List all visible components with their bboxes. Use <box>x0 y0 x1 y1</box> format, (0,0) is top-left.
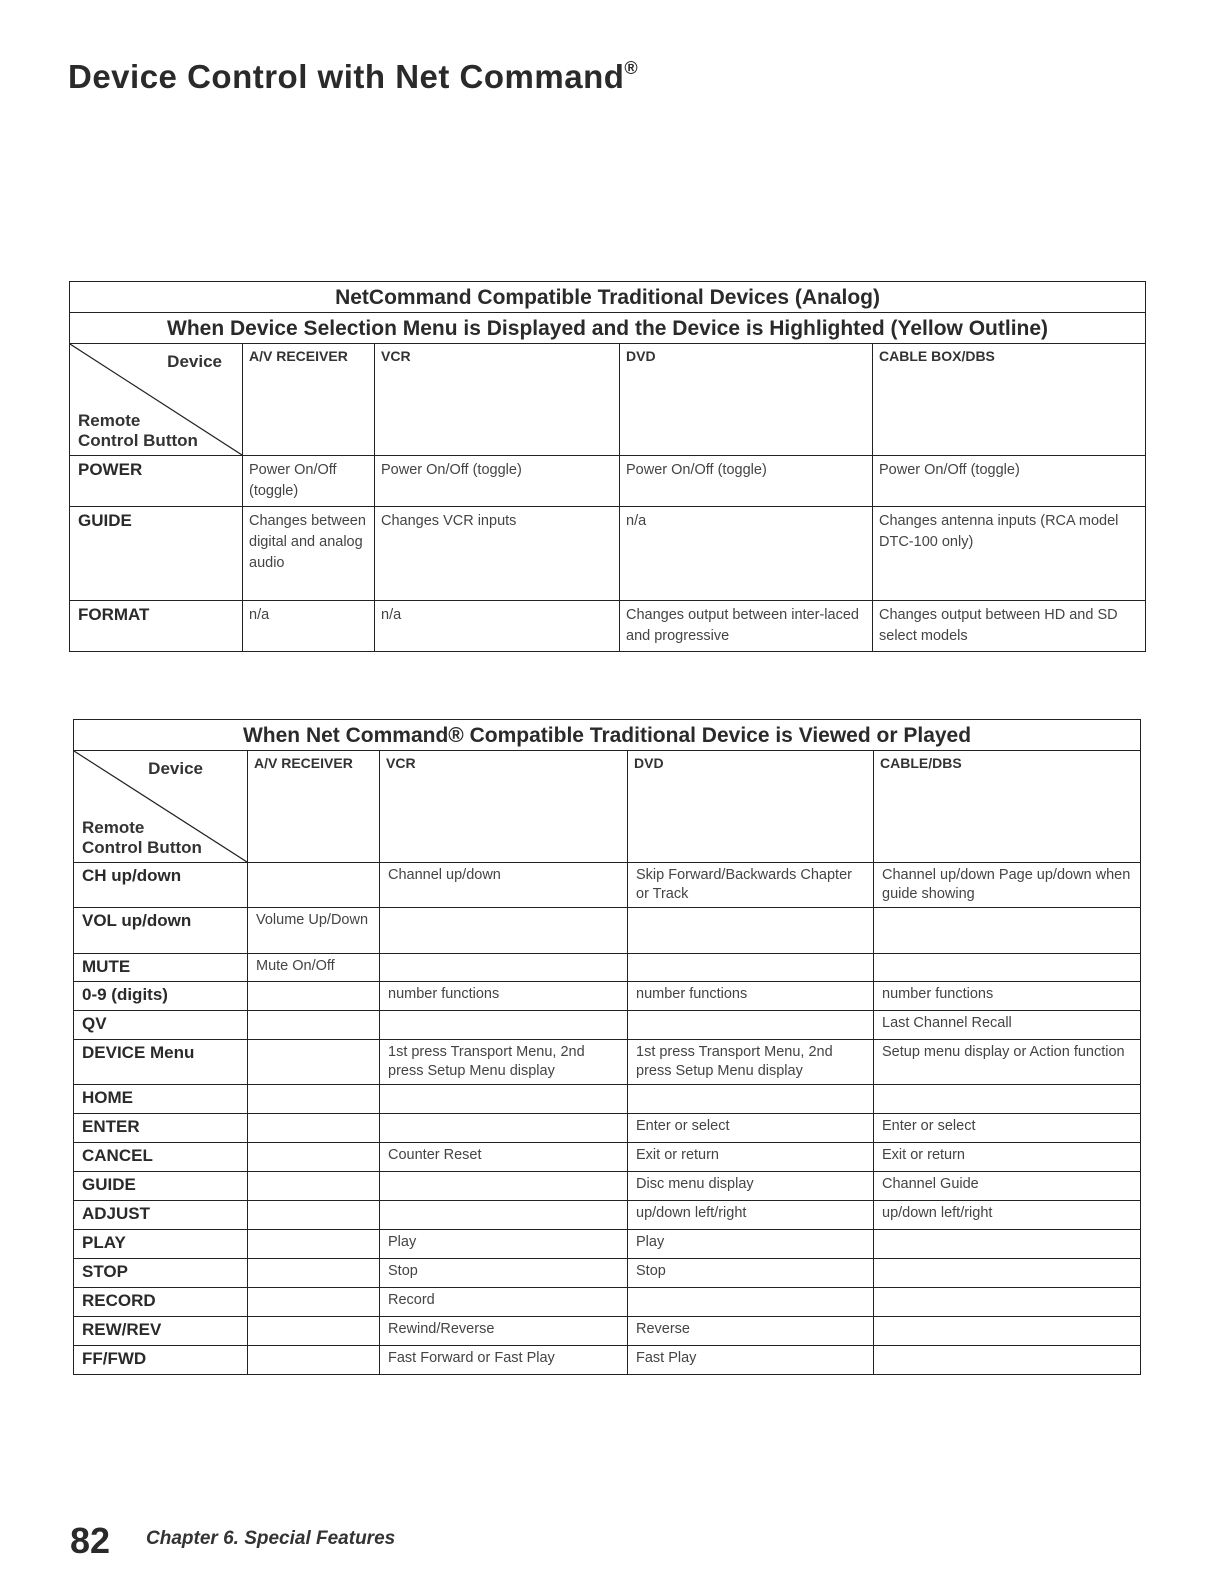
table-cell <box>874 1288 1141 1317</box>
row-label: POWER <box>70 456 243 507</box>
table-cell: Enter or select <box>874 1114 1141 1143</box>
table-cell <box>248 1346 380 1375</box>
table-row <box>74 1288 1141 1317</box>
table-cell <box>628 1085 874 1114</box>
row-label: FORMAT <box>70 601 243 652</box>
table-cell: 1st press Transport Menu, 2nd press Setup Menu display <box>628 1040 874 1085</box>
table-row <box>74 982 1141 1011</box>
registered-mark: ® <box>624 58 639 78</box>
table-row <box>74 954 1141 982</box>
table-cell: up/down left/right <box>628 1201 874 1230</box>
chapter-label: Chapter 6. Special Features <box>146 1528 396 1549</box>
table-cell: Exit or return <box>874 1143 1141 1172</box>
table-cell: Disc menu display <box>628 1172 874 1201</box>
table-cell <box>248 1259 380 1288</box>
table-cell <box>380 1201 628 1230</box>
table2-corner-cell <box>74 751 248 863</box>
table-cell <box>380 1114 628 1143</box>
row-label: CH up/down <box>74 863 248 908</box>
table-cell <box>380 1085 628 1114</box>
analog-devices-table <box>69 281 1146 652</box>
table-cell <box>874 1346 1141 1375</box>
page-title-text: Device Control with Net Command <box>68 58 625 95</box>
table-cell <box>874 1259 1141 1288</box>
table-cell <box>248 1114 380 1143</box>
table-cell <box>380 1011 628 1040</box>
table-row <box>74 1143 1141 1172</box>
table-cell: 1st press Transport Menu, 2nd press Setup Menu display <box>380 1040 628 1085</box>
table-cell: n/a <box>620 507 873 601</box>
table-cell <box>248 1040 380 1085</box>
corner-device-label: Device <box>148 759 203 778</box>
table-cell <box>874 1317 1141 1346</box>
table-row <box>74 1085 1141 1114</box>
table2-col-av-receiver: A/V RECEIVER <box>248 751 380 863</box>
table-cell: Stop <box>380 1259 628 1288</box>
table-cell <box>248 1201 380 1230</box>
table-cell <box>874 954 1141 982</box>
table-cell: Channel up/down Page up/down when guide showing <box>874 863 1141 908</box>
table-row <box>74 1040 1141 1085</box>
row-label: ENTER <box>74 1114 248 1143</box>
row-label: FF/FWD <box>74 1346 248 1375</box>
row-label: QV <box>74 1011 248 1040</box>
table1-corner-cell <box>70 344 243 456</box>
table-row <box>74 1259 1141 1288</box>
table-cell <box>628 908 874 954</box>
table-cell: number functions <box>628 982 874 1011</box>
table-cell: Record <box>380 1288 628 1317</box>
table-row <box>74 1172 1141 1201</box>
page-title <box>68 58 638 96</box>
table-cell <box>248 1317 380 1346</box>
table-cell <box>874 1230 1141 1259</box>
table-cell <box>380 1172 628 1201</box>
table2-col-cable: CABLE/DBS <box>874 751 1141 863</box>
table-cell: Skip Forward/Backwards Chapter or Track <box>628 863 874 908</box>
row-label: GUIDE <box>70 507 243 601</box>
table-cell: n/a <box>375 601 620 652</box>
row-label: CANCEL <box>74 1143 248 1172</box>
table2-col-dvd: DVD <box>628 751 874 863</box>
page-number: 82 <box>70 1520 111 1561</box>
row-label: MUTE <box>74 954 248 982</box>
table-cell: Power On/Off (toggle) <box>243 456 375 507</box>
table-cell <box>874 1085 1141 1114</box>
table-cell: Counter Reset <box>380 1143 628 1172</box>
table1-title: NetCommand Compatible Traditional Devices (Analog) <box>70 282 1146 313</box>
table-cell: Fast Forward or Fast Play <box>380 1346 628 1375</box>
table-row <box>74 863 1141 908</box>
table-cell: Play <box>380 1230 628 1259</box>
table-cell: Exit or return <box>628 1143 874 1172</box>
table-cell <box>380 954 628 982</box>
row-label: REW/REV <box>74 1317 248 1346</box>
row-label: RECORD <box>74 1288 248 1317</box>
table-cell: Last Channel Recall <box>874 1011 1141 1040</box>
table-cell: n/a <box>243 601 375 652</box>
table-cell: Rewind/Reverse <box>380 1317 628 1346</box>
table-cell <box>248 1143 380 1172</box>
table-cell <box>248 1011 380 1040</box>
table-cell: Channel up/down <box>380 863 628 908</box>
table-cell: Reverse <box>628 1317 874 1346</box>
table-cell: Volume Up/Down <box>248 908 380 954</box>
corner-remote-label: Remote Control Button <box>78 411 198 450</box>
table-row <box>74 1011 1141 1040</box>
table2-col-vcr: VCR <box>380 751 628 863</box>
row-label: 0-9 (digits) <box>74 982 248 1011</box>
table-row <box>70 601 1146 652</box>
table-cell: Changes VCR inputs <box>375 507 620 601</box>
table1-col-vcr: VCR <box>375 344 620 456</box>
row-label: STOP <box>74 1259 248 1288</box>
table-cell <box>248 1172 380 1201</box>
row-label: HOME <box>74 1085 248 1114</box>
row-label: GUIDE <box>74 1172 248 1201</box>
row-label: VOL up/down <box>74 908 248 954</box>
table-cell <box>248 982 380 1011</box>
table-row <box>74 1317 1141 1346</box>
table-cell: number functions <box>380 982 628 1011</box>
table-cell: Stop <box>628 1259 874 1288</box>
table-row <box>74 1230 1141 1259</box>
table-cell: Changes antenna inputs (RCA model DTC-100 only) <box>873 507 1146 601</box>
row-label: PLAY <box>74 1230 248 1259</box>
table-cell: Power On/Off (toggle) <box>375 456 620 507</box>
corner-device-label: Device <box>167 352 222 371</box>
row-label: DEVICE Menu <box>74 1040 248 1085</box>
table-cell <box>874 908 1141 954</box>
table-cell: up/down left/right <box>874 1201 1141 1230</box>
table-cell <box>380 908 628 954</box>
table-cell: Enter or select <box>628 1114 874 1143</box>
table-cell: Setup menu display or Action function <box>874 1040 1141 1085</box>
table-row <box>74 1201 1141 1230</box>
table-cell: Power On/Off (toggle) <box>620 456 873 507</box>
table-row <box>70 507 1146 601</box>
table1-col-dvd: DVD <box>620 344 873 456</box>
table-cell <box>248 1288 380 1317</box>
table1-subtitle: When Device Selection Menu is Displayed and the Device is Highlighted (Yellow Outline) <box>70 313 1146 344</box>
table-cell: Power On/Off (toggle) <box>873 456 1146 507</box>
table-cell: Play <box>628 1230 874 1259</box>
table-cell <box>628 954 874 982</box>
table2-title: When Net Command® Compatible Traditional Device is Viewed or Played <box>74 720 1141 751</box>
table-cell <box>628 1288 874 1317</box>
table-cell <box>248 1230 380 1259</box>
table-cell <box>248 1085 380 1114</box>
table-row <box>70 456 1146 507</box>
table-cell: Changes between digital and analog audio <box>243 507 375 601</box>
row-label: ADJUST <box>74 1201 248 1230</box>
viewed-played-table <box>73 719 1141 1375</box>
table-cell: Fast Play <box>628 1346 874 1375</box>
table1-col-cable: CABLE BOX/DBS <box>873 344 1146 456</box>
corner-remote-label: Remote Control Button <box>82 818 202 857</box>
table-cell <box>248 863 380 908</box>
table-cell: Channel Guide <box>874 1172 1141 1201</box>
table-cell: Mute On/Off <box>248 954 380 982</box>
table-cell <box>628 1011 874 1040</box>
table-row <box>74 908 1141 954</box>
table-row <box>74 1114 1141 1143</box>
table-row <box>74 1346 1141 1375</box>
table-cell: Changes output between HD and SD select models <box>873 601 1146 652</box>
table-cell: number functions <box>874 982 1141 1011</box>
table1-col-av-receiver: A/V RECEIVER <box>243 344 375 456</box>
table-cell: Changes output between inter-laced and progressive <box>620 601 873 652</box>
